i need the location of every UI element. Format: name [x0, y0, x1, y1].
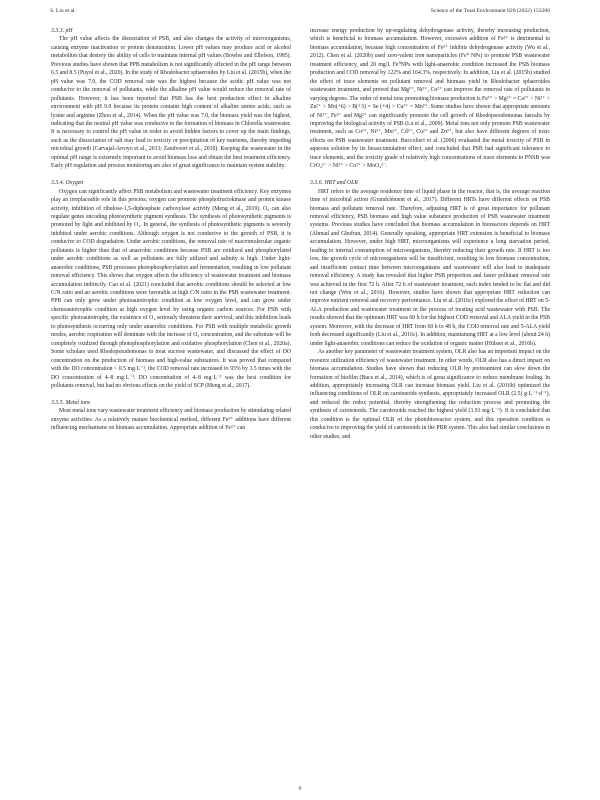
journal-citation: Science of the Total Environment 820 (2022) 153200	[430, 8, 550, 14]
paragraph-oxygen: Oxygen can significantly affect PSB metabolism and wastewater treatment efficiency. Key enzymes play an irreplaceable role in this process; oxygen can promote phosphofructokinase and protein kinase activity, inhibition of ribulose-1,5-diphosphate carboxylase activity (Meng et al., 2019). O₂ can also regulate genes encoding photosynthetic pigment synthesis. The synthesis of photosynthetic pigments is promoted by light and inhibited by O₂. In general, the synthesis of photosynthetic pigments is severely inhibited under aerobic conditions. Although oxygen is not conducive to the growth of PSB, it is conducive to COD degradation. Under aerobic conditions, the removal rate of macromolecular organic pollutants is higher than that of anaerobic conditions because PSB are oxidized and phosphorylated under aerobic conditions as well as pollutants are fully utilized and salinity is high. Under light-anaerobic conditions, PSB processes photophosphorylation and fermentation, resulting in low pollutant removal efficiency. This shows that oxygen affects the efficiency of wastewater treatment and biomass accumulation indirectly. Cao et al. (2021) concluded that aerobic conditions should be selected at low C/N ratio and an aerobic conditions were favorable at high C/N ratio in the PSB wastewater treatment. PPB can only grow under photoautotrophic condition at low oxygen level, and can grow under chemoautotrophic condition at high oxygen level by using organic carbon sources. For PSB with specific photoautotrophy, the existence of O₂ seriously threatens their survival, and this inhibition leads to photosynthesis occurring only under anaerobic conditions. For PSB with multiple metabolic growth modes, aerobic respiration will dominate with the increase of O₂ concentration, and the substrate will be completely oxidized through photophosphorylation and oxidative phosphorylation (Chen et al., 2020a). Some scholars used Rhodopseudomonas to treat sucrose wastewater, and discussed the effect of DO concentration on the production of biomass and high-value substances. It was proved that compared with the DO concentration < 0.5 mg·L⁻¹, the COD removal rate increased to 93% by 3.5 times with the DO concentration of 4–8 mg·L⁻¹. DO concentration of 4–8 mg·L⁻¹ was the best condition for pollutants removal, but had no obvious effects on the yield of SCP (Meng et al., 2017).	[51, 188, 291, 390]
paragraph-hrt: HRT refers to the average residence time of liquid phase in the reactor, that is, the average reaction time of microbial action (Grandclément et al., 2017). Different HRTs have different effects on PSB biomass and pollutant removal rate. Therefore, adjusting HRT is of great importance for pollutant removal efficiency, PSB biomass and high value substance production of PSB wastewater treatment systems. Previous studies have concluded that biomass accumulation in bioreactors depends on HRT (Ahmad and Ghufran, 2014). Generally speaking, appropriate HRT extension is beneficial to biomass accumulation. However, under high HRT, microorganisms will experience a long starvation period, leading to internal consumption of microorganisms, thereby reducing their growth rate. If HRT is too low, the growth cycle of microorganisms will be insufficient, resulting in low biomass concentration, and insufficient contact time between microorganisms and wastewater will also lead to inadequate removal efficiency. A study has revealed that higher PSB proportion and faster pollutant removal rate was achieved in the first 72 h. After 72 h of wastewater treatment, each index tended to be flat and did not change (Wen et al., 2016). However, studies have shown that appropriate HRT reduction can improve nutrient removal and recovery performance. Liu et al. (2016c) explored the effect of HRT on 5-ALA production and wastewater treatment in the process of treating acid wastewater with PSB. The results showed that the optimum HRT was 60 h for the highest COD removal and ALA yield in the PSB system. Moreover, with the decrease of HRT from 60 h to 48 h, the COD removal rate and 5-ALA yield both decreased significantly (Liu et al., 2016c). In addition, maintaining HRT at a low level (about 24 h) under light-anaerobic conditions can reduce the oxidation of organic matter (Hülsen et al., 2016b).	[310, 188, 550, 347]
section-heading-metal-ions: 3.3.5. Metal ions	[51, 399, 91, 406]
section-heading-ph: 3.3.3. pH	[51, 28, 73, 34]
paragraph-metal-ions: Most metal ions vary wastewater treatment efficiency and biomass production by stimulating related enzyme activities. As a relatively mature biochemical method, different Fe³⁺ additions have different influencing mechanisms on biomass accumulation. Appropriate addition of Fe²⁺ can	[51, 408, 291, 432]
paragraph-metal-ions-cont: increase energy production by up-regulating dehydrogenase activity, thereby increasing production, which is beneficial to biomass accumulation. However, excessive addition of Fe³⁺ is detrimental to biomass accumulation, because high concentration of Fe²⁺ inhibits dehydrogenase activity (Wu et al., 2012). Chen et al. (2020b) used zero-valent iron nanoparticles (Fe⁰ NPs) to promote PSB wastewater treatment efficiency, and 20 mg/L Fe⁰NPs with light-anaerobic condition increased the PSB biomass production and COD removal by 122% and 164.3%, respectively. In addition, Liu et al. (2015b) studied the effect of trace elements on pollutant removal and biomass yield in Rhodobacter sphaeroides wastewater treatment, and proved that Mg²⁺, Ni²⁺, Co²⁺ can improve the removal rate of pollutants in varying degrees. The order of metal ions promoting biomass production is Fe³⁺ > Mg²⁺ = Ca²⁺ > Ni²⁺ > Zn²⁺ > Mo(+6) > B(+3) = Se (+4) > Cu²⁺ = Mn²⁺. Some studies have shown that appropriate amounts of Ni²⁺, Fe²⁺ and Mg²⁺ can significantly promote the cell growth of Rhodopseudomonas faecalis by improving the biological activity of PSB (Lu et al., 2009). Metal ions not only promote PSB wastewater treatment, such as Co²⁺, Ni²⁺, Mn²⁺, Cd²⁺, Cu²⁺ and Zn²⁺, but also have different degrees of toxic effects on PSB wastewater treatment. Buccolieri et al. (2006) evaluated the metal toxicity of PSB in aqueous solution by its bioaccumulation effect, and concluded that PSB had significant tolerance to trace elements, and the toxicity grade of relatively high concentrations of trace elements to PNSB was CrO₄²⁻ > Ni²⁺ > Co²⁺ > MoO₄²⁻.	[310, 28, 550, 170]
section-heading-oxygen: 3.3.4. Oxygen	[51, 180, 84, 187]
running-author: S. Liu et al.	[50, 8, 76, 14]
left-column	[51, 27, 291, 433]
page-number: 9	[298, 786, 302, 792]
right-column	[310, 27, 550, 441]
paragraph-olr: As another key parameter of wastewater treatment system, OLR also has an important impact on the resource utilization efficiency of wastewater treatment. In other words, OLR also has a direct impact on biomass accumulation. Studies have shown that reducing OLR by pretreatment can slow down the formation of biofilm (Bucs et al., 2014), which is of great significance to reduce membrane fouling. In addition, appropriately increasing OLR can increase biomass yield. Liu et al. (2016b) optimized the influencing conditions of OLR on carotenoids synthesis, appropriately increased OLR (2.5) g·L⁻¹·d⁻¹), and reduced the redox potential, thereby strengthening the reduction process and promoting the synthesis of carotenoids. The carotenoids reached the highest yield (3.91 mg·L⁻¹). It is concluded that this condition is the optimal OLR of the photobioreactor system, and this operation condition is conducive to improving the yield of carotenoids in the PBR system. This also had similar conclusions in other studies, and	[310, 349, 550, 440]
section-heading-hrt-olr: 3.3.6. HRT and OLR	[310, 180, 358, 187]
paragraph-ph: The pH value affects the dissociation of PSB, and also changes the activity of microorganisms, causing enzyme inactivation or protein denaturation. Lower pH values may produce acid or alcohol metabolites that destroy the ability of cells to maintain internal pH values (Bowles and Ellefson, 1985). Previous studies have shown that PPB metabolism is not significantly affected in the pH range between 6.5 and 8.5 (Puyol et al., 2020). In the study of Rhodobacter sphaeroides by Liu et al. (2015b), when the pH value was 7.0, the COD removal rate was the highest because the acidic pH value was not conducive to the removal of pollutants, while the alkaline pH value would reduce the removal rate of pollutants. However, it has been reported that PSB has the best production effect in alkaline environment with pH 9.0 because its protein contains high content of alkaline amino acids, such as lysine and arginine (Zhou et al., 2014). When the pH value was 7.0, the biomass yield was the highest, indicating that the neutral pH value was conducive to the formation of biomass in Chlorella wastewater. It is necessary to control the pH value in order to avoid hidden factors to cover up the main findings, such as the dissociation of salt may lead to toxicity or precipitation of key nutrients, thereby impeding microbial growth (Carvajal-Arroyo et al., 2013; Zandvoort et al., 2010). Keeping the wastewater in the optimal pH range is extremely important to avoid biomass loss and obtain the best treatment efficiency. Early pH regulation and process monitoring are also of great significance to maintain system stability.	[51, 36, 291, 170]
